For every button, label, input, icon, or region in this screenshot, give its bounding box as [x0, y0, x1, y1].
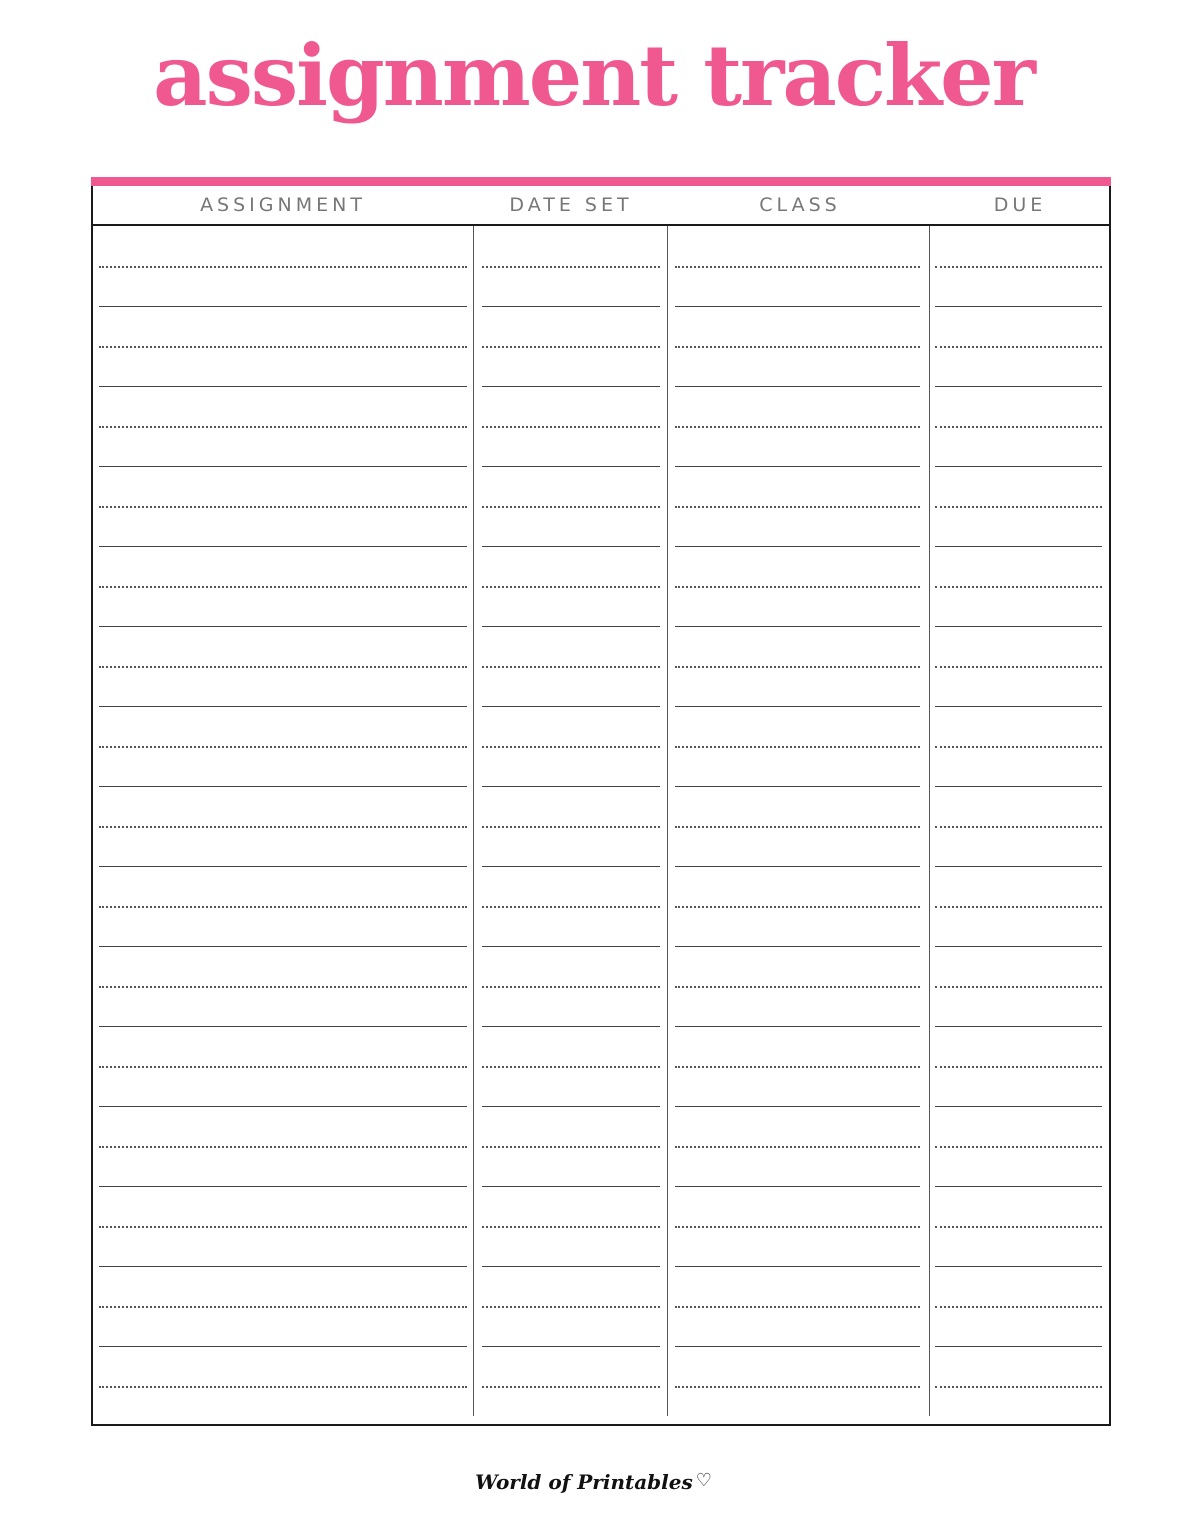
writing-line[interactable] [99, 1026, 467, 1027]
column-header-class: CLASS [759, 194, 841, 216]
writing-line[interactable] [935, 546, 1102, 547]
dotted-guide-line [675, 346, 920, 348]
page-title: assignment tracker [153, 26, 1034, 125]
writing-line[interactable] [99, 546, 467, 547]
writing-line[interactable] [935, 1266, 1102, 1267]
dotted-guide-line [935, 1226, 1102, 1228]
dotted-guide-line [935, 346, 1102, 348]
writing-line[interactable] [482, 946, 660, 947]
dotted-guide-line [935, 1146, 1102, 1148]
writing-line[interactable] [935, 786, 1102, 787]
dotted-guide-line [482, 666, 660, 668]
writing-line[interactable] [482, 1026, 660, 1027]
writing-line[interactable] [675, 946, 920, 947]
writing-line[interactable] [99, 866, 467, 867]
dotted-guide-line [935, 426, 1102, 428]
writing-line[interactable] [482, 1346, 660, 1347]
dotted-guide-line [935, 746, 1102, 748]
dotted-guide-line [675, 506, 920, 508]
tracker-table [91, 177, 1111, 1427]
writing-line[interactable] [99, 1346, 467, 1347]
dotted-guide-line [675, 266, 920, 268]
writing-line[interactable] [99, 706, 467, 707]
dotted-guide-line [99, 666, 467, 668]
dotted-guide-line [482, 826, 660, 828]
writing-line[interactable] [675, 1026, 920, 1027]
brand-name: World of Printables [475, 1470, 693, 1494]
dotted-guide-line [675, 1066, 920, 1068]
writing-line[interactable] [675, 1186, 920, 1187]
dotted-guide-line [482, 586, 660, 588]
dotted-guide-line [675, 586, 920, 588]
writing-line[interactable] [675, 786, 920, 787]
dotted-guide-line [99, 426, 467, 428]
writing-line[interactable] [482, 706, 660, 707]
dotted-guide-line [99, 906, 467, 908]
dotted-guide-line [99, 346, 467, 348]
dotted-guide-line [482, 1226, 660, 1228]
writing-line[interactable] [935, 1106, 1102, 1107]
writing-line[interactable] [99, 626, 467, 627]
dotted-guide-line [935, 586, 1102, 588]
dotted-guide-line [482, 426, 660, 428]
writing-line[interactable] [935, 626, 1102, 627]
writing-line[interactable] [935, 306, 1102, 307]
accent-bar [91, 177, 1111, 186]
dotted-guide-line [482, 1386, 660, 1388]
writing-line[interactable] [675, 306, 920, 307]
writing-line[interactable] [99, 306, 467, 307]
writing-line[interactable] [935, 1026, 1102, 1027]
dotted-guide-line [99, 506, 467, 508]
writing-line[interactable] [99, 1106, 467, 1107]
dotted-guide-line [99, 986, 467, 988]
writing-line[interactable] [482, 546, 660, 547]
writing-line[interactable] [935, 866, 1102, 867]
dotted-guide-line [675, 1306, 920, 1308]
dotted-guide-line [99, 746, 467, 748]
dotted-guide-line [482, 746, 660, 748]
dotted-guide-line [675, 1226, 920, 1228]
dotted-guide-line [482, 266, 660, 268]
dotted-guide-line [935, 266, 1102, 268]
writing-line[interactable] [935, 1346, 1102, 1347]
writing-line[interactable] [99, 946, 467, 947]
writing-line[interactable] [935, 1186, 1102, 1187]
dotted-guide-line [99, 266, 467, 268]
dotted-guide-line [675, 1386, 920, 1388]
writing-line[interactable] [675, 466, 920, 467]
dotted-guide-line [482, 1146, 660, 1148]
heart-icon: ♡ [695, 1470, 712, 1491]
dotted-guide-line [935, 826, 1102, 828]
writing-line[interactable] [482, 786, 660, 787]
writing-line[interactable] [99, 786, 467, 787]
column-divider [929, 226, 930, 1416]
writing-line[interactable] [935, 946, 1102, 947]
writing-line[interactable] [482, 466, 660, 467]
writing-line[interactable] [482, 1266, 660, 1267]
dotted-guide-line [935, 906, 1102, 908]
writing-line[interactable] [935, 706, 1102, 707]
dotted-guide-line [482, 1066, 660, 1068]
dotted-guide-line [482, 506, 660, 508]
footer-brand [0, 1470, 1187, 1494]
column-divider [473, 226, 474, 1416]
dotted-guide-line [935, 1386, 1102, 1388]
column-divider [667, 226, 668, 1416]
dotted-guide-line [482, 1306, 660, 1308]
dotted-guide-line [99, 1066, 467, 1068]
writing-line[interactable] [675, 706, 920, 707]
dotted-guide-line [675, 986, 920, 988]
writing-line[interactable] [99, 1186, 467, 1187]
dotted-guide-line [482, 346, 660, 348]
dotted-guide-line [482, 986, 660, 988]
writing-line[interactable] [482, 1106, 660, 1107]
writing-line[interactable] [675, 626, 920, 627]
column-header-date-set: DATE SET [509, 194, 633, 216]
writing-line[interactable] [675, 386, 920, 387]
writing-line[interactable] [935, 466, 1102, 467]
table-header [93, 186, 1109, 226]
dotted-guide-line [935, 666, 1102, 668]
dotted-guide-line [99, 1226, 467, 1228]
writing-line[interactable] [99, 466, 467, 467]
dotted-guide-line [675, 826, 920, 828]
dotted-guide-line [935, 986, 1102, 988]
dotted-guide-line [99, 1386, 467, 1388]
dotted-guide-line [99, 586, 467, 588]
dotted-guide-line [99, 1146, 467, 1148]
writing-line[interactable] [675, 1346, 920, 1347]
writing-line[interactable] [675, 1266, 920, 1267]
dotted-guide-line [482, 906, 660, 908]
dotted-guide-line [99, 826, 467, 828]
writing-line[interactable] [482, 386, 660, 387]
dotted-guide-line [675, 1146, 920, 1148]
writing-line[interactable] [482, 626, 660, 627]
writing-line[interactable] [482, 866, 660, 867]
dotted-guide-line [675, 746, 920, 748]
table-frame [91, 186, 1111, 1426]
dotted-guide-line [935, 506, 1102, 508]
column-header-due: DUE [993, 194, 1047, 216]
writing-line[interactable] [482, 1186, 660, 1187]
writing-line[interactable] [675, 546, 920, 547]
dotted-guide-line [935, 1066, 1102, 1068]
dotted-guide-line [675, 906, 920, 908]
column-header-assignment: ASSIGNMENT [200, 194, 366, 216]
writing-line[interactable] [99, 386, 467, 387]
writing-line[interactable] [675, 1106, 920, 1107]
dotted-guide-line [675, 666, 920, 668]
dotted-guide-line [935, 1306, 1102, 1308]
writing-line[interactable] [482, 306, 660, 307]
dotted-guide-line [675, 426, 920, 428]
writing-line[interactable] [675, 866, 920, 867]
writing-line[interactable] [99, 1266, 467, 1267]
writing-line[interactable] [935, 386, 1102, 387]
dotted-guide-line [99, 1306, 467, 1308]
